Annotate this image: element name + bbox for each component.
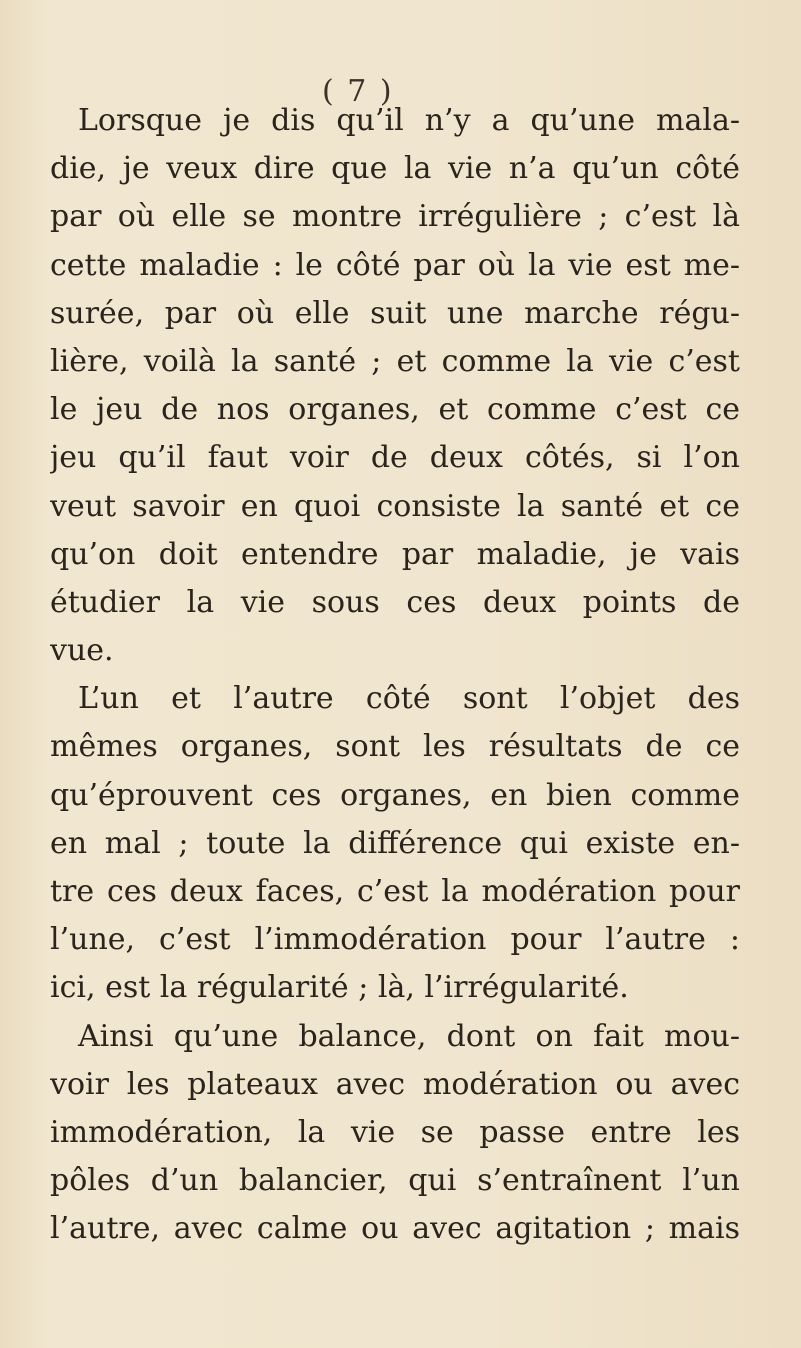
text-line: die, je veux dire que la vie n’a qu’un côté — [50, 151, 740, 187]
text-line: en mal ; toute la différence qui existe en- — [50, 825, 740, 861]
text-line: voir les plateaux avec modération ou avec — [50, 1066, 740, 1102]
text-line: immodération, la vie se passe entre les — [50, 1114, 740, 1150]
text-line: étudier la vie sous ces deux points de — [50, 584, 740, 620]
text-line: tre ces deux faces, c’est la modération pour — [50, 874, 740, 909]
text-line: par où elle se montre irrégulière ; c’est là — [50, 199, 740, 235]
body-text — [50, 97, 740, 1254]
text-line: qu’on doit entendre par maladie, je vais — [50, 536, 740, 572]
text-line: l’autre, avec calme ou avec agitation ; mais — [50, 1211, 740, 1247]
text-line: Lorsque je dis qu’il n’y a qu’une mala- — [78, 103, 740, 138]
text-line: lière, voilà la santé ; et comme la vie c’est — [50, 343, 740, 379]
page-number: ( 7 ) — [322, 74, 394, 109]
text-line: le jeu de nos organes, et comme c’est ce — [50, 392, 740, 428]
text-line: cette maladie : le côté par où la vie est me- — [50, 247, 740, 283]
text-line: jeu qu’il faut voir de deux côtés, si l’on — [50, 440, 740, 476]
text-line: surée, par où elle suit une marche régu- — [50, 295, 740, 331]
text-line: ici, est la régularité ; là, l’irrégularité. — [50, 970, 629, 1006]
text-line: mêmes organes, sont les résultats de ce — [50, 729, 740, 765]
text-line: vue. — [50, 633, 114, 669]
text-line: l’une, c’est l’immodération pour l’autre : — [50, 922, 740, 958]
text-line: pôles d’un balancier, qui s’entraînent l’un — [50, 1163, 740, 1199]
text-line: L’un et l’autre côté sont l’objet des — [78, 681, 740, 717]
text-line: qu’éprouvent ces organes, en bien comme — [50, 777, 740, 813]
text-line: Ainsi qu’une balance, dont on fait mou- — [78, 1018, 740, 1054]
text-line: veut savoir en quoi consiste la santé et ce — [50, 488, 740, 524]
